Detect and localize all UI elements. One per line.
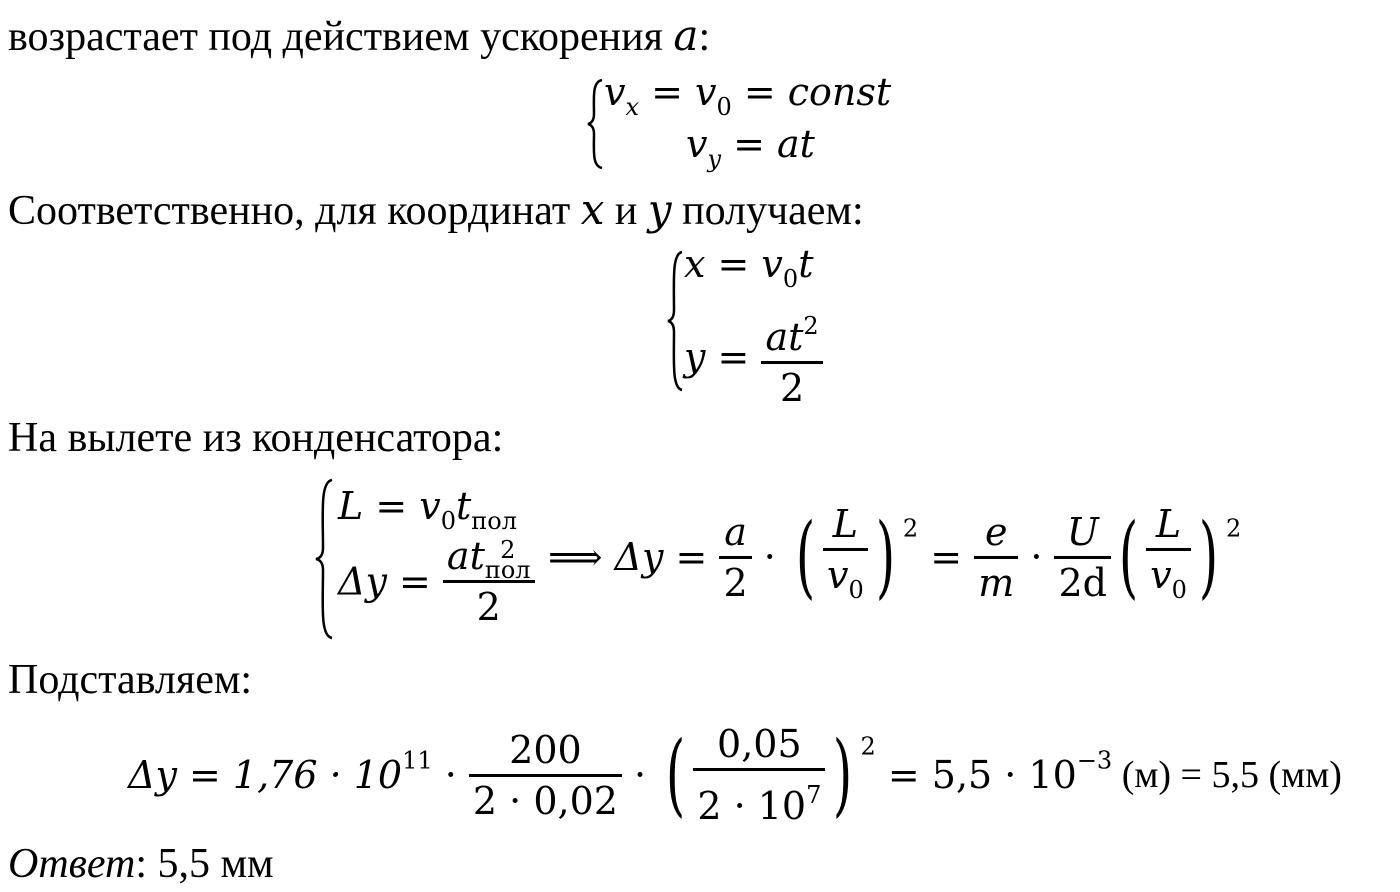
coord-eq-2: y = $\frac{at^2}{2}$: [684, 302, 823, 412]
coord-y: y: [647, 185, 672, 234]
answer-text: : 5,5 мм: [135, 841, 274, 887]
coord-x: x: [580, 185, 605, 234]
coord-and: и: [604, 188, 648, 234]
intro-colon: :: [698, 14, 711, 60]
velocity-eq-1: $v_x = v_0$ = const: [604, 70, 892, 121]
subst-line: Подставляем:: [8, 657, 253, 703]
exit-eq-2: Δy = at 2 пол 2: [338, 532, 535, 631]
calc-eq: $\Delta y = 1,76 \cdot 10^{11}$ · $\frac{200}{2 \cdot 0,02}$ · ( $\frac{0,05}{2 \cdot 10^7}$ ) $^2 = 5,5 \cdot 10^{-3}$ (м) = 5,5 (мм): [128, 722, 1342, 828]
coord-eq-1: $x = v_0t$: [684, 242, 814, 293]
exit-line: На вылете из конденсатора:: [8, 415, 504, 461]
answer-label: Ответ: [8, 841, 136, 887]
coord-text-b: получаем:: [671, 188, 864, 234]
brace-3: [314, 478, 336, 640]
brace-2: [666, 250, 686, 392]
brace-1: [586, 78, 606, 170]
answer-line: [8, 840, 274, 888]
intro-var: a: [673, 11, 699, 60]
coord-line: [8, 186, 864, 235]
intro-text: возрастает под действием ускорения: [8, 14, 674, 60]
coord-text-a: Соответственно, для координат: [8, 188, 581, 234]
intro-line: [8, 12, 710, 61]
exit-eq-result: ⟹ Δy = $\frac{a}{2}$ · ( $\frac{L}{v_0}$ ) $^2$ = $\frac{e}{m}$ · $\frac{U}{2d}$ ( $\frac{L}{v_0}$ ) $^2$: [548, 502, 1242, 609]
velocity-eq-2: $v_y$ = at: [686, 122, 815, 173]
exit-eq-1: $L = v_0t_{пол}$: [338, 484, 517, 535]
